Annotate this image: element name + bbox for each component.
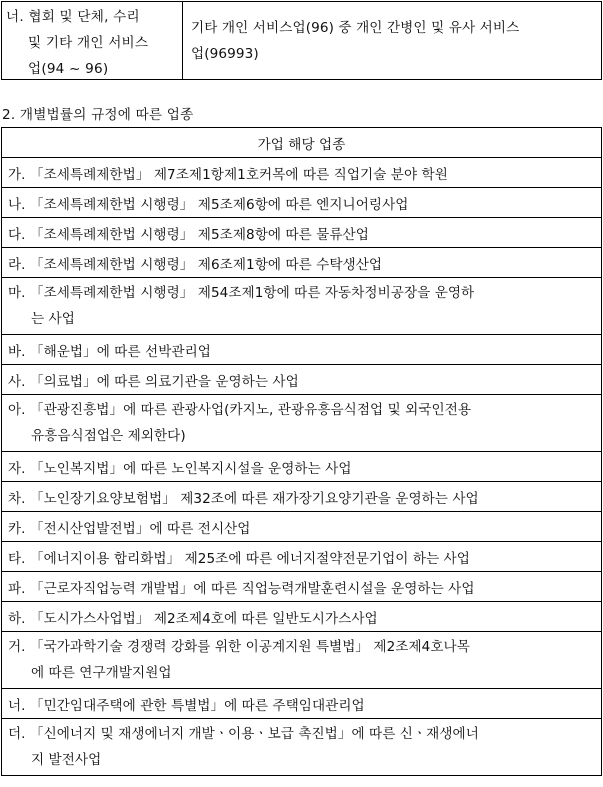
industry-item-text: 거. 「국가과학기술 경쟁력 강화를 위한 이공계지원 특별법」 제2조제4호나목	[8, 639, 470, 655]
industry-item-cell	[2, 188, 602, 218]
industry-item-text: 가. 「조세특례제한법」 제7조제1항제1호커목에 따른 직업기술 분야 학원	[8, 166, 448, 183]
industry-item-text: 아. 「관광진흥법」에 따른 관광사업(카지노, 관광유흥음식점업 및 외국인전용	[8, 402, 472, 418]
industry-item-text: 마. 「조세특례제한법 시행령」 제54조제1항에 따른 자동차정비공장을 운영하	[8, 285, 475, 301]
table-row	[2, 365, 602, 395]
industry-item-cell	[2, 248, 602, 278]
industry-item-cell	[2, 689, 602, 719]
table-row	[2, 719, 602, 776]
industry-item-cell	[2, 218, 602, 248]
table-row	[2, 632, 602, 689]
table-row	[2, 482, 602, 512]
industry-item-text: 타. 「에너지이용 합리화법」 제25조에 따른 에너지절약전문기업이 하는 사업	[8, 550, 470, 567]
table-row	[2, 512, 602, 542]
industry-item-cell	[2, 335, 602, 365]
industry-item-cell	[2, 482, 602, 512]
industry-detail-cell	[183, 2, 601, 79]
industry-item-cell	[2, 365, 602, 395]
table-row	[2, 188, 602, 218]
industry-item-text: 카. 「전시산업발전법」에 따른 전시산업	[8, 520, 251, 537]
category-line: 업(94 ~ 96)	[28, 61, 109, 77]
table-row	[2, 158, 602, 188]
table-row	[2, 335, 602, 365]
industry-item-cell	[2, 512, 602, 542]
industry-item-cell	[2, 395, 602, 452]
industry-item-text: 더. 「신에너지 및 재생에너지 개발ㆍ이용ㆍ보급 촉진법」에 따른 신ㆍ재생에너	[8, 726, 479, 742]
industry-item-cell	[2, 542, 602, 572]
category-line: 및 기타 개인 서비스	[28, 35, 149, 51]
table-row	[2, 395, 602, 452]
table-row	[2, 218, 602, 248]
industry-item-text: 사. 「의료법」에 따른 의료기관을 운영하는 사업	[8, 373, 299, 390]
table-row	[2, 452, 602, 482]
industry-item-text: 는 사업	[31, 311, 75, 327]
table-row	[2, 248, 602, 278]
table-row	[2, 602, 602, 632]
industry-item-cell	[2, 572, 602, 602]
industry-item-text: 바. 「해운법」에 따른 선박관리업	[8, 343, 211, 360]
industry-item-cell	[2, 719, 602, 776]
industry-table-top	[1, 1, 602, 80]
industry-item-cell	[2, 278, 602, 335]
industry-item-text: 파. 「근로자직업능력 개발법」에 따른 직업능력개발훈련시설을 운영하는 사업	[8, 580, 475, 597]
industry-item-text: 자. 「노인복지법」에 따른 노인복지시설을 운영하는 사업	[8, 460, 352, 477]
detail-line: 업(96993)	[191, 46, 259, 62]
industry-item-cell	[2, 452, 602, 482]
table-row	[2, 278, 602, 335]
industry-item-text: 에 따른 연구개발지원업	[31, 665, 172, 681]
eligible-industries-table	[1, 127, 602, 776]
industry-item-text: 나. 「조세특례제한법 시행령」 제5조제6항에 따른 엔지니어링사업	[8, 196, 409, 213]
industry-item-cell	[2, 158, 602, 188]
industry-item-cell	[2, 632, 602, 689]
table-row	[2, 572, 602, 602]
table-row	[2, 542, 602, 572]
industry-item-text: 다. 「조세특례제한법 시행령」 제5조제8항에 따른 물류산업	[8, 226, 369, 243]
industry-item-text: 유흥음식점업은 제외한다)	[31, 428, 186, 444]
table-row	[2, 689, 602, 719]
industry-item-text: 너. 「민간임대주택에 관한 특별법」에 따른 주택임대관리업	[8, 697, 365, 714]
industry-item-text: 지 발전사업	[31, 752, 102, 768]
industry-item-cell	[2, 602, 602, 632]
section-heading: 2. 개별법률의 규정에 따른 업종	[2, 107, 194, 123]
industry-item-text: 하. 「도시가스사업법」 제2조제4호에 따른 일반도시가스사업	[8, 610, 378, 627]
table-header: 가업 해당 업종	[2, 128, 602, 158]
industry-item-text: 라. 「조세특례제한법 시행령」 제6조제1항에 따른 수탁생산업	[8, 256, 383, 273]
category-line: 너. 협회 및 단체, 수리	[6, 9, 140, 25]
industry-item-text: 차. 「노인장기요양보험법」 제32조에 따른 재가장기요양기관을 운영하는 사업	[8, 490, 479, 507]
detail-line: 기타 개인 서비스업(96) 중 개인 간병인 및 유사 서비스	[191, 20, 520, 36]
industry-category-cell	[2, 2, 183, 79]
